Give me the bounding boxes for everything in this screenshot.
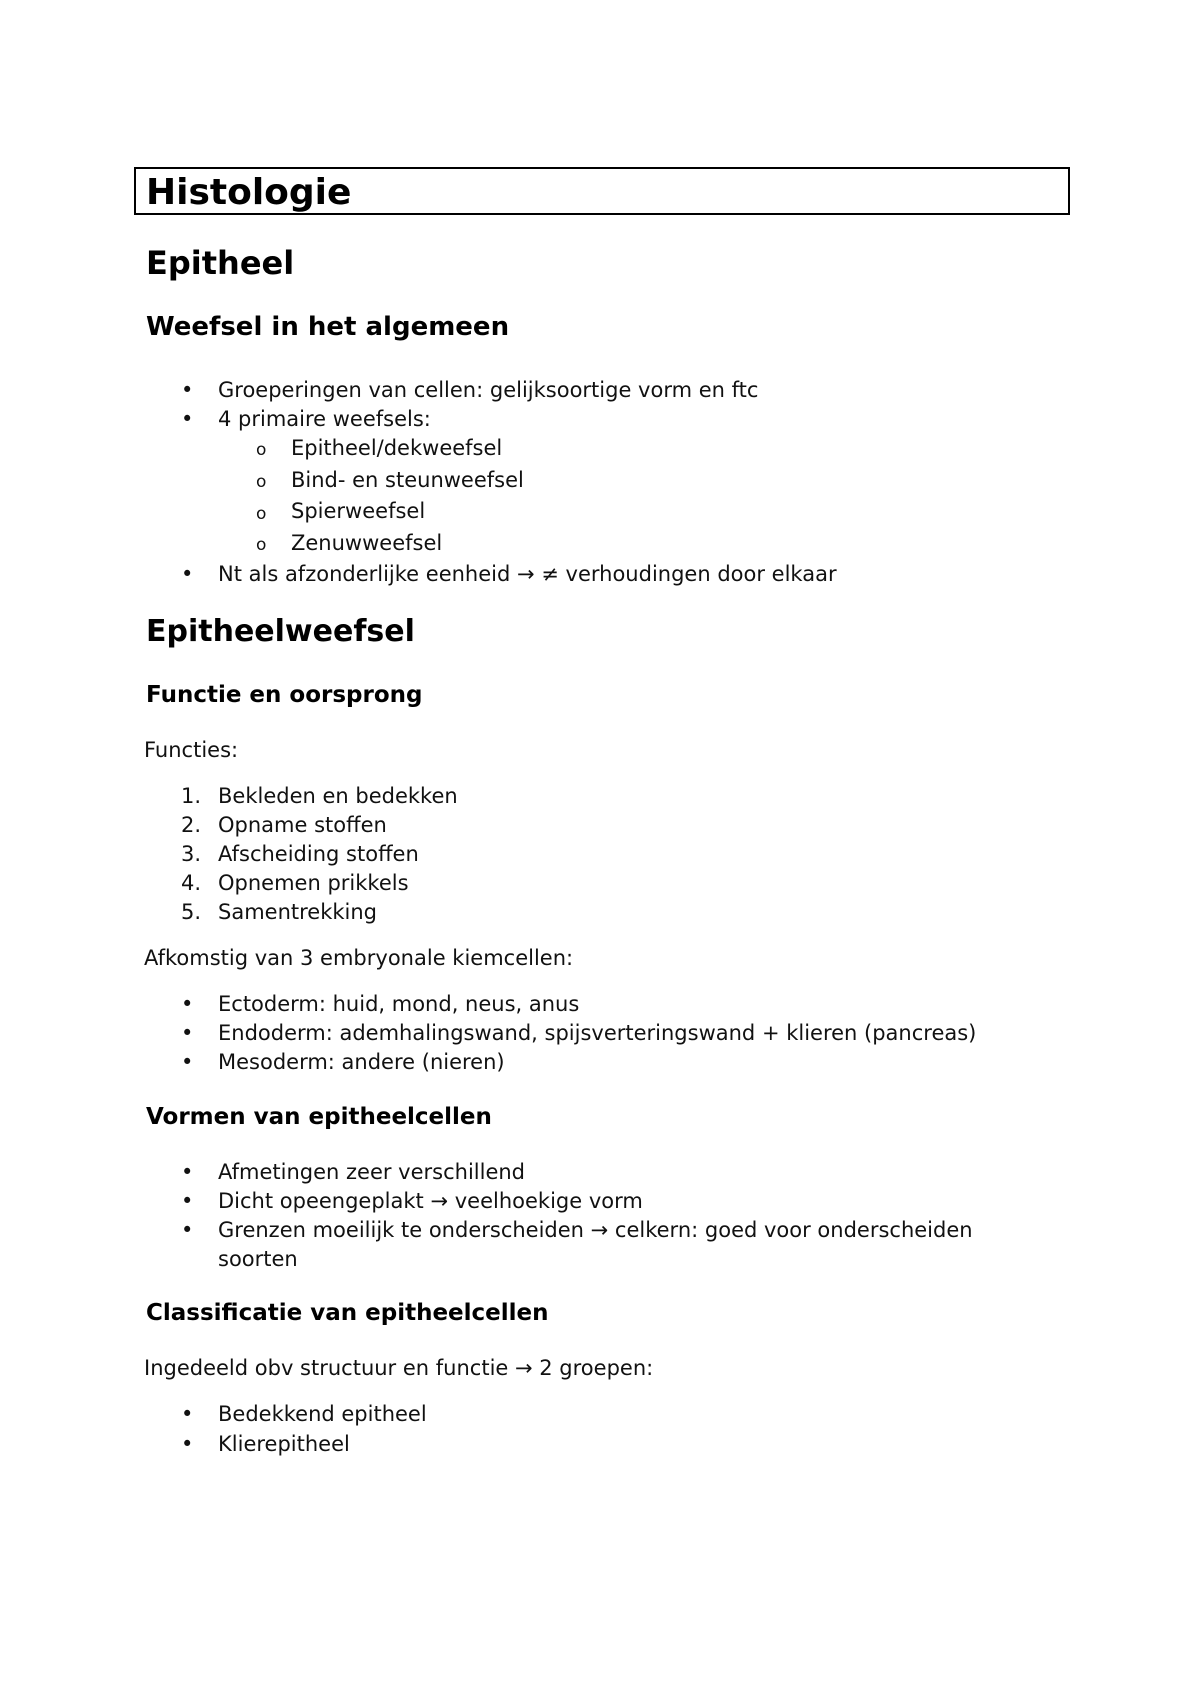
sub-list-item: Bind- en steunweefsel	[291, 468, 524, 492]
functies-intro: Functies:	[144, 738, 239, 762]
heading-epitheel: Epitheel	[146, 244, 295, 282]
list-number: 4.	[181, 871, 202, 895]
sub-bullet-marker: o	[256, 535, 267, 555]
list-item: Grenzen moeilijk te onderscheiden → celkern: goed voor onderscheiden	[218, 1218, 973, 1242]
numbered-item: Opnemen prikkels	[218, 871, 409, 895]
sub-list-item: Zenuwweefsel	[291, 531, 443, 555]
list-item: Bedekkend epitheel	[218, 1402, 427, 1426]
list-item: Mesoderm: andere (nieren)	[218, 1050, 505, 1074]
numbered-item: Samentrekking	[218, 900, 378, 924]
bullet-marker: •	[181, 1021, 194, 1045]
title-box	[134, 167, 1070, 215]
list-number: 2.	[181, 813, 202, 837]
list-number: 5.	[181, 900, 202, 924]
list-item: Afmetingen zeer verschillend	[218, 1160, 526, 1184]
list-item: Klierepitheel	[218, 1432, 350, 1456]
list-number: 3.	[181, 842, 202, 866]
numbered-item: Opname stoffen	[218, 813, 387, 837]
numbered-item: Afscheiding stoffen	[218, 842, 419, 866]
bullet-marker: •	[181, 1432, 194, 1456]
sub-bullet-marker: o	[256, 504, 267, 524]
heading-weefsel-algemeen: Weefsel in het algemeen	[146, 312, 510, 342]
bullet-marker: •	[181, 1050, 194, 1074]
bullet-marker: •	[181, 992, 194, 1016]
origin-intro: Afkomstig van 3 embryonale kiemcellen:	[144, 946, 574, 970]
list-item-continuation: soorten	[218, 1247, 298, 1271]
bullet-marker: •	[181, 1402, 194, 1426]
numbered-item: Bekleden en bedekken	[218, 784, 458, 808]
bullet-marker: •	[181, 407, 194, 431]
sub-list-item: Epitheel/dekweefsel	[291, 436, 503, 460]
sub-bullet-marker: o	[256, 472, 267, 492]
heading-epitheelweefsel: Epitheelweefsel	[146, 614, 415, 649]
bullet-marker: •	[181, 1160, 194, 1184]
list-item: Ectoderm: huid, mond, neus, anus	[218, 992, 580, 1016]
classificatie-intro: Ingedeeld obv structuur en functie → 2 groepen:	[144, 1356, 654, 1380]
sub-list-item: Spierweefsel	[291, 499, 426, 523]
list-item: Endoderm: ademhalingswand, spijsverteringswand + klieren (pancreas)	[218, 1021, 977, 1045]
document-title: Histologie	[146, 172, 352, 213]
list-item: 4 primaire weefsels:	[218, 407, 431, 431]
list-item: Nt als afzonderlijke eenheid → ≠ verhoudingen door elkaar	[218, 562, 837, 586]
bullet-marker: •	[181, 378, 194, 402]
bullet-marker: •	[181, 1189, 194, 1213]
heading-vormen: Vormen van epitheelcellen	[146, 1104, 492, 1130]
list-item: Dicht opeengeplakt → veelhoekige vorm	[218, 1189, 643, 1213]
list-number: 1.	[181, 784, 202, 808]
heading-classificatie: Classificatie van epitheelcellen	[146, 1300, 549, 1326]
bullet-marker: •	[181, 562, 194, 586]
sub-bullet-marker: o	[256, 440, 267, 460]
list-item: Groeperingen van cellen: gelijksoortige vorm en ftc	[218, 378, 759, 402]
bullet-marker: •	[181, 1218, 194, 1242]
heading-functie-oorsprong: Functie en oorsprong	[146, 682, 423, 708]
